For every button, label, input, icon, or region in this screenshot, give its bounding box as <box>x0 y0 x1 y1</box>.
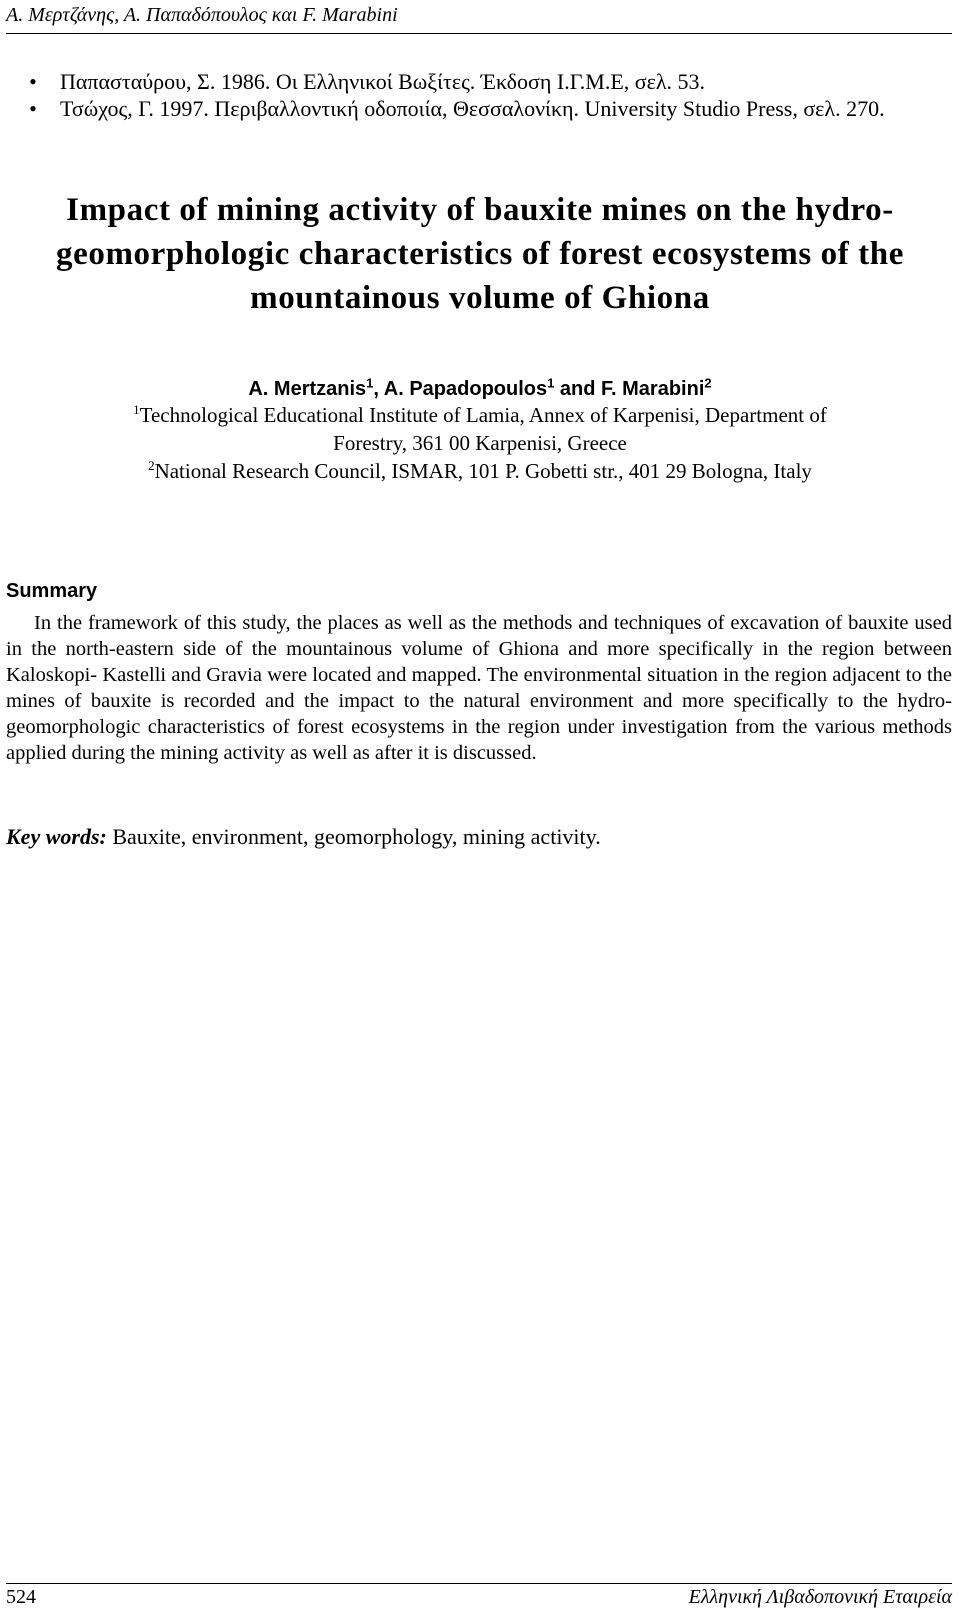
author-name: F. Marabini <box>601 378 705 400</box>
affiliation-text: National Research Council, ISMAR, 101 P. Gobetti str., 401 29 Bologna, Italy <box>154 459 812 483</box>
reference-item <box>26 68 946 95</box>
bullet-icon: • <box>29 96 37 121</box>
paper-title <box>0 188 960 320</box>
author-list <box>0 374 960 404</box>
reference-text: Παπασταύρου, Σ. 1986. Οι Ελληνικοί Βωξίτες. Έκδοση Ι.Γ.Μ.Ε, σελ. 53. <box>60 69 706 94</box>
bullet-icon: • <box>29 69 37 94</box>
keywords-text: Bauxite, environment, geomorphology, mining activity. <box>106 824 601 849</box>
page-number: 524 <box>6 1586 36 1608</box>
author-name: A. Papadopoulos <box>383 378 548 400</box>
author-affiliation-marker: 2 <box>704 375 712 391</box>
author-name: A. Mertzanis <box>248 378 367 400</box>
society-name: Ελληνική Λιβαδοπονική Εταιρεία <box>688 1586 952 1608</box>
affiliation-1 <box>40 401 920 429</box>
affiliation-marker: 2 <box>148 458 155 473</box>
keywords-label: Key words: <box>6 824 107 849</box>
summary-heading: Summary <box>6 580 98 602</box>
author-separator: and <box>554 378 602 400</box>
reference-list <box>26 68 946 122</box>
affiliation-2 <box>40 457 920 485</box>
keywords <box>6 824 601 850</box>
running-header: Α. Μερτζάνης, Α. Παπαδόπουλος και F. Marabini <box>6 4 398 26</box>
affiliations <box>40 401 920 485</box>
footer-rule <box>6 1583 952 1584</box>
title-line: geomorphologic characteristics of forest ecosystems of the <box>56 236 904 272</box>
affiliation-1-continued: Forestry, 361 00 Karpenisi, Greece <box>333 431 627 455</box>
header-rule <box>6 33 952 34</box>
author-affiliation-marker: 1 <box>547 375 555 391</box>
summary-text: In the framework of this study, the places as well as the methods and techniques of excavation of bauxite used in the north-eastern side of the mountainous volume of Ghiona and more specifically in the region between Kaloskopi- Kastelli and Gravia were located and mapped. The environmental situation in the region adjacent to the mines of bauxite is recorded and the impact to the natural environment and more specifically to the hydro-geomorphologic characteristics of forest ecosystems in the region under investigation from the various methods applied during the mining activity as well as after it is discussed. <box>6 612 952 764</box>
affiliation-marker: 1 <box>133 402 140 417</box>
author-affiliation-marker: 1 <box>366 375 374 391</box>
affiliation-text: Technological Educational Institute of Lamia, Annex of Karpenisi, Department of <box>139 403 827 427</box>
reference-item <box>26 95 946 122</box>
title-line: Impact of mining activity of bauxite mines on the hydro- <box>66 192 894 228</box>
reference-text: Τσώχος, Γ. 1997. Περιβαλλοντική οδοποιία, Θεσσαλονίκη. University Studio Press, σελ. 270. <box>60 96 885 121</box>
author-separator: , <box>373 378 384 400</box>
title-line: mountainous volume of Ghiona <box>250 280 710 316</box>
